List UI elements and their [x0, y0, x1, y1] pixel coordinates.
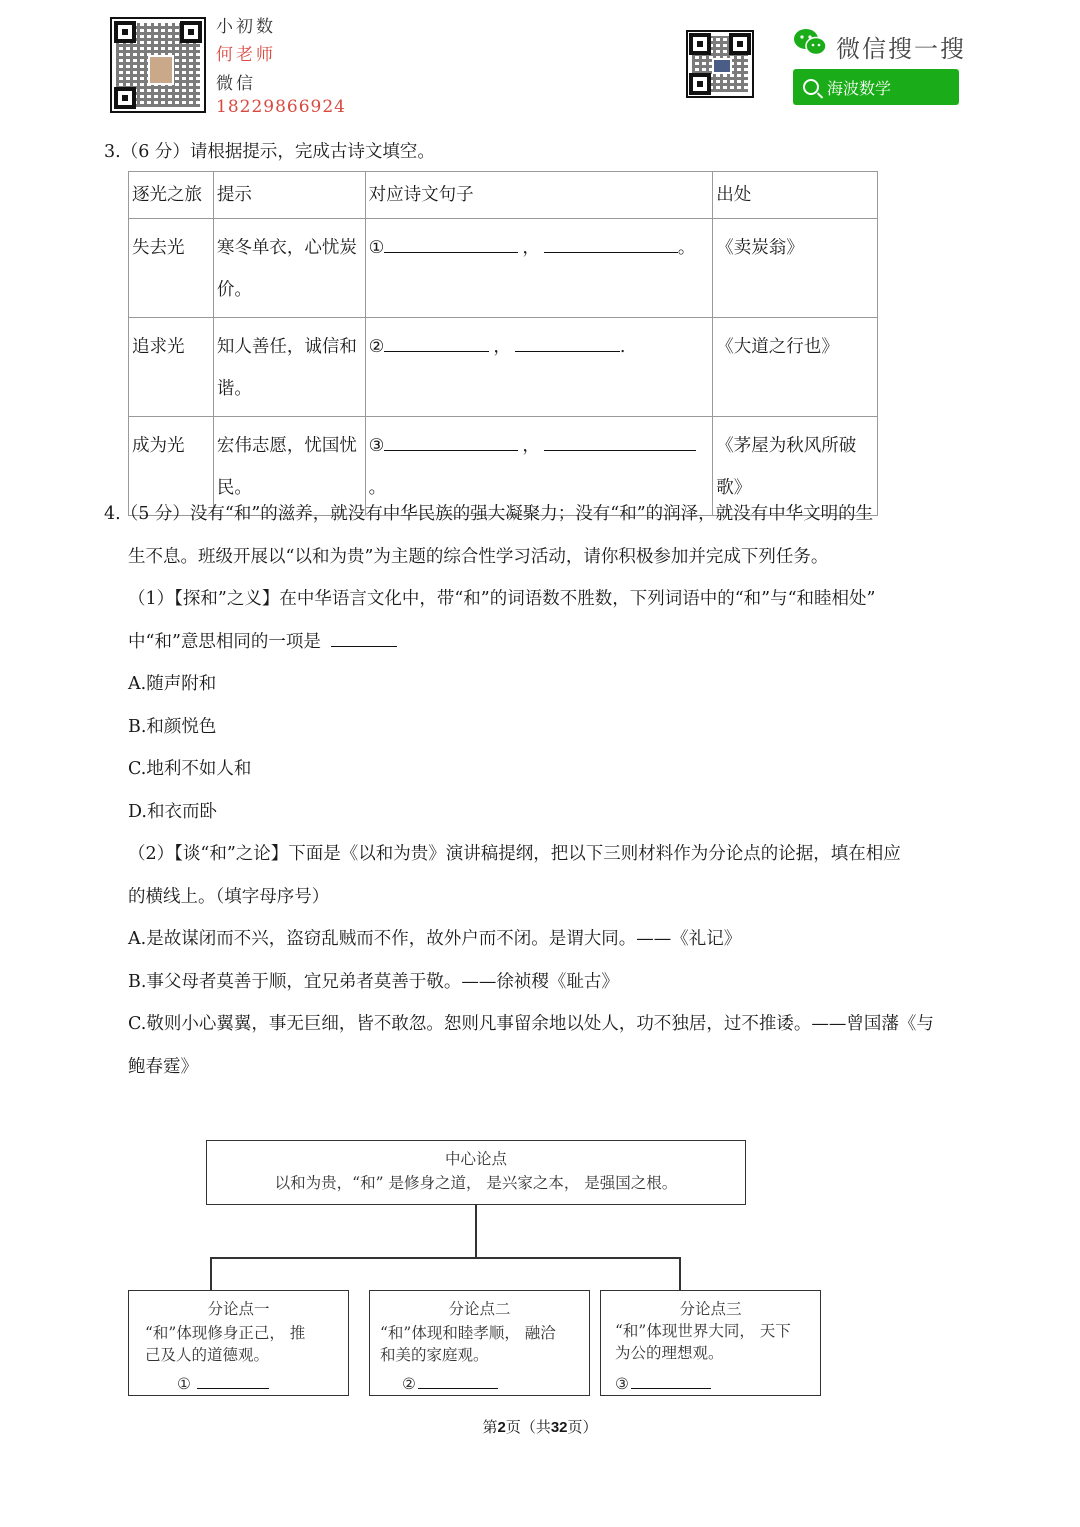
sub-argument-text: “和”体现和睦孝顺， 融洽 [380, 1324, 556, 1342]
table-header-row [129, 172, 878, 219]
sub-argument-box-3: 分论点三 “和”体现世界大同， 天下 为公的理想观。 ③ [600, 1290, 821, 1396]
answer-blank[interactable] [544, 236, 678, 253]
answer-blank[interactable] [631, 1376, 711, 1389]
sub-argument-title: 分论点二 [448, 1300, 511, 1318]
answer-blank[interactable] [384, 236, 518, 253]
answer-blank[interactable] [331, 630, 397, 647]
sub-argument-box-1: 分论点一 “和”体现修身正己， 推 己及人的道德观。 ① [128, 1290, 349, 1396]
material-c-line-1: C.敬则小心翼翼，事无巨细，皆不敢忽。恕则凡事留余地以处人，功不独居，过不推诿。——曾国藩《与 [128, 1014, 934, 1034]
answer-blank[interactable] [384, 434, 518, 451]
table-header-cell: 对应诗文句子 [365, 172, 713, 219]
contact-phone: 18229866924 [216, 97, 346, 117]
answer-cell[interactable]: ① ， 。 [365, 219, 713, 318]
poem-table [128, 171, 878, 516]
page-footer: 第2页（共32页） [482, 1418, 598, 1436]
journey-cell: 失去光 [129, 219, 214, 318]
answer-blank[interactable] [197, 1376, 269, 1389]
source-cell: 《卖炭翁》 [713, 219, 878, 318]
option-d[interactable]: D.和衣而卧 [128, 802, 217, 822]
answer-blank[interactable] [544, 434, 696, 451]
sub-argument-text: 和美的家庭观。 [380, 1346, 489, 1364]
hint-cell: 知人善任，诚信和 谐。 [213, 318, 365, 417]
answer-blank[interactable] [515, 335, 620, 352]
answer-cell[interactable]: ③ ，。 [365, 417, 713, 516]
sub-argument-title: 分论点一 [207, 1300, 270, 1318]
answer-blank[interactable] [418, 1376, 498, 1389]
sub-argument-title: 分论点三 [679, 1300, 742, 1318]
sub-argument-text: “和”体现世界大同， 天下 [615, 1322, 791, 1340]
center-argument-text: 以和为贵，“和” 是修身之道， 是兴家之本， 是强国之根。 [274, 1174, 678, 1192]
wechat-search-button-label: 海波数学 [827, 80, 892, 98]
avatar [148, 55, 174, 85]
table-row [129, 219, 878, 318]
q3-stem: 3.（6 分）请根据提示，完成古诗文填空。 [104, 142, 435, 162]
connector-line [210, 1257, 212, 1290]
sub-argument-box-2: 分论点二 “和”体现和睦孝顺， 融洽 和美的家庭观。 ② [369, 1290, 590, 1396]
option-a[interactable]: A.随声附和 [128, 674, 217, 694]
table-header-cell: 逐光之旅 [129, 172, 214, 219]
option-c[interactable]: C.地利不如人和 [128, 759, 252, 779]
connector-line [210, 1257, 680, 1259]
contact-line-2: 何老师 [216, 45, 276, 65]
wechat-search-title: 微信搜一搜 [836, 36, 966, 63]
source-cell: 《大道之行也》 [713, 318, 878, 417]
source-cell: 《茅屋为秋风所破 歌》 [713, 417, 878, 516]
answer-cell[interactable]: ② ， . [365, 318, 713, 417]
table-header-cell: 出处 [713, 172, 878, 219]
material-a: A.是故谋闭而不兴，盗窃乱贼而不作，故外户而不闭。是谓大同。——《礼记》 [128, 929, 742, 949]
qr-center-logo [712, 58, 732, 74]
center-argument-box [206, 1140, 746, 1205]
contact-line-1: 小初数 [216, 17, 276, 37]
option-b[interactable]: B.和颜悦色 [128, 717, 217, 737]
table-row [129, 318, 878, 417]
hint-cell: 宏伟志愿，忧国忧 民。 [213, 417, 365, 516]
center-argument-title: 中心论点 [444, 1150, 507, 1168]
table-header-cell: 提示 [213, 172, 365, 219]
material-c-line-2: 鲍春霆》 [128, 1057, 198, 1077]
answer-blank[interactable] [384, 335, 489, 352]
sub-argument-text: 为公的理想观。 [615, 1344, 724, 1362]
page-number: 2 [497, 1419, 506, 1436]
journey-cell: 追求光 [129, 318, 214, 417]
page-total: 32 [550, 1419, 568, 1436]
q4-part2-line-2: 的横线上。（填字母序号） [128, 887, 330, 907]
connector-line [475, 1205, 477, 1258]
contact-qr-code[interactable] [110, 17, 206, 113]
wechat-search-button[interactable] [793, 69, 959, 105]
search-icon [803, 79, 819, 95]
q4-part1-line-1: （1）【探和”之义】在中华语言文化中，带“和”的词语数不胜数，下列词语中的“和”与“和睦相处” [128, 589, 876, 609]
q4-stem-line-2: 生不息。班级开展以“以和为贵”为主题的综合性学习活动，请你积极参加并完成下列任务。 [128, 547, 829, 567]
connector-line [679, 1257, 681, 1290]
journey-cell: 成为光 [129, 417, 214, 516]
contact-line-3: 微信 [216, 74, 256, 94]
wechat-icon [793, 28, 827, 56]
q4-stem-line-1: 4.（5 分）没有“和”的滋养，就没有中华民族的强大凝聚力；没有“和”的润泽，就没有中华文明的生 [104, 504, 874, 524]
wechat-qr-code[interactable] [686, 30, 754, 98]
q4-part2-line-1: （2）【谈“和”之论】下面是《以和为贵》演讲稿提纲，把以下三则材料作为分论点的论据，填在相应 [128, 844, 901, 864]
sub-argument-text: 己及人的道德观。 [145, 1346, 270, 1364]
material-b: B.事父母者莫善于顺，宜兄弟者莫善于敬。——徐祯稷《耻古》 [128, 972, 619, 992]
hint-cell: 寒冬单衣，心忧炭 价。 [213, 219, 365, 318]
q4-part1-line-2: 中“和”意思相同的一项是 [128, 628, 397, 653]
sub-argument-text: “和”体现修身正己， 推 [145, 1324, 306, 1342]
